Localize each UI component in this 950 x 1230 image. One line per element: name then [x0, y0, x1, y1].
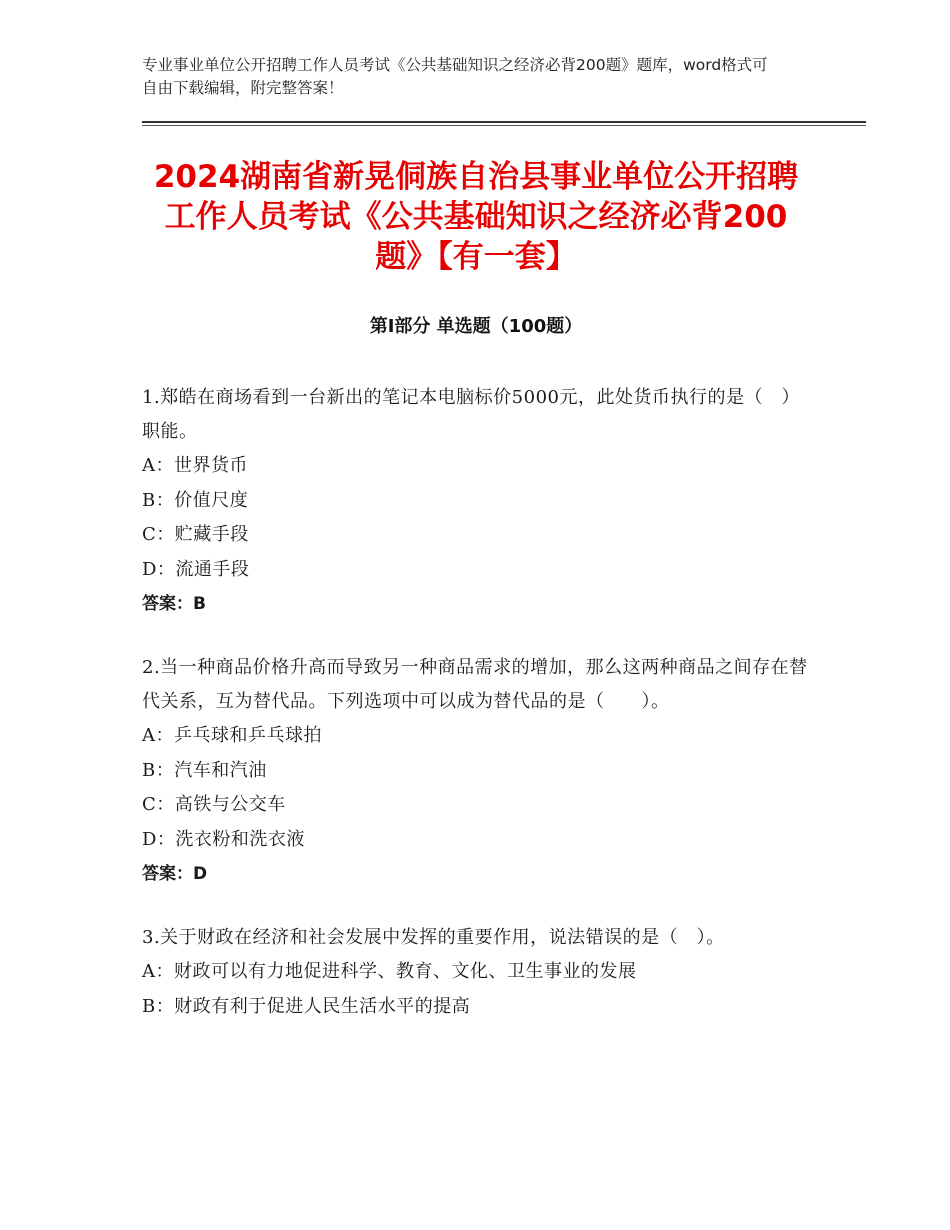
question-2 — [142, 651, 810, 891]
option-a: A：世界货币 — [142, 455, 248, 476]
option-d: D：流通手段 — [142, 558, 250, 580]
header-divider-thin — [142, 125, 866, 126]
option-d: D：洗衣粉和洗衣液 — [142, 828, 305, 850]
section-heading: 第Ⅰ部分 单选题（100题） — [369, 316, 583, 337]
option-b: B：汽车和汽油 — [142, 759, 267, 781]
question-stem: 2.当一种商品价格升高而导致另一种商品需求的增加，那么这两种商品之间存在替代关系，互为替代品。下列选项中可以成为替代品的是（ ）。 — [142, 657, 808, 712]
header-divider — [142, 121, 866, 123]
document-title: 2024湖南省新晃侗族自治县事业单位公开招聘工作人员考试《公共基础知识之经济必背200题》【有一套】 — [153, 159, 799, 275]
question-1 — [142, 381, 810, 621]
answer: 答案：D — [142, 864, 208, 884]
option-c: C：贮藏手段 — [142, 524, 249, 545]
option-b: B：价值尺度 — [142, 489, 249, 511]
question-list — [142, 381, 810, 1054]
question-stem: 3.关于财政在经济和社会发展中发挥的重要作用，说法错误的是（ ）。 — [142, 927, 725, 948]
option-a: A：乒乓球和乒乓球拍 — [142, 725, 322, 746]
option-b: B：财政有利于促进人民生活水平的提高 — [142, 995, 471, 1017]
header-note: 专业事业单位公开招聘工作人员考试《公共基础知识之经济必背200题》题库，word格式可自由下载编辑，附完整答案！ — [142, 56, 768, 97]
option-c: C：高铁与公交车 — [142, 794, 286, 815]
option-a: A：财政可以有力地促进科学、教育、文化、卫生事业的发展 — [142, 961, 637, 982]
question-3 — [142, 921, 810, 1024]
question-stem: 1.郑皓在商场看到一台新出的笔记本电脑标价5000元，此处货币执行的是（ ）职能。 — [142, 387, 800, 442]
answer: 答案：B — [142, 594, 206, 614]
